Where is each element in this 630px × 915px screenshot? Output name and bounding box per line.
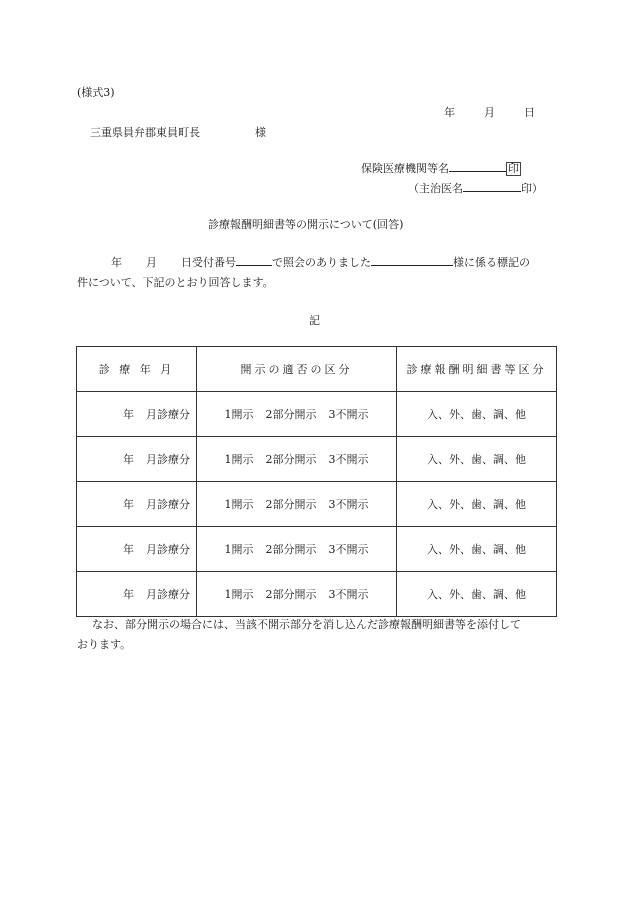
body-after-name: 様に係る標記の: [453, 256, 530, 269]
date-day: 日: [524, 106, 535, 119]
table-row: [77, 437, 557, 482]
row-month: 月診療分: [146, 543, 190, 556]
option-nondisclose: 3不開示: [328, 543, 369, 556]
body-year: 年: [111, 256, 122, 269]
category-cell[interactable]: 入、外、歯、調、他: [397, 527, 557, 572]
row-month: 月診療分: [146, 498, 190, 511]
option-partial: 2部分開示: [265, 498, 317, 511]
addressee-name: 三重県員弁郡東員町長: [90, 126, 200, 139]
category-cell[interactable]: 入、外、歯、調、他: [397, 482, 557, 527]
row-month: 月診療分: [146, 453, 190, 466]
date-line: [444, 104, 535, 120]
date-month: 月: [484, 106, 495, 119]
option-disclose: 1開示: [224, 543, 254, 556]
treatment-month-cell[interactable]: [77, 392, 197, 437]
date-year: 年: [444, 106, 455, 119]
body-line-2: 件について、下記のとおり回答します。: [77, 276, 274, 289]
institution-blank[interactable]: [449, 160, 506, 172]
page-title: 診療報酬明細書等の開示について(回答): [208, 218, 404, 231]
header-statement-category: 診療報酬明細書等区分: [397, 347, 557, 392]
body-mid: で照会のありました: [272, 256, 371, 269]
row-year: 年: [123, 588, 134, 601]
form-number: (様式3): [77, 86, 115, 99]
option-partial: 2部分開示: [265, 588, 317, 601]
table-row: [77, 572, 557, 617]
disclosure-cell[interactable]: [197, 482, 397, 527]
option-partial: 2部分開示: [265, 408, 317, 421]
category-cell[interactable]: 入、外、歯、調、他: [397, 437, 557, 482]
doctor-line: [408, 180, 543, 196]
treatment-month-cell[interactable]: [77, 482, 197, 527]
option-disclose: 1開示: [224, 498, 254, 511]
doctor-blank[interactable]: [463, 180, 521, 192]
table-header-row: [77, 347, 557, 392]
category-cell[interactable]: 入、外、歯、調、他: [397, 392, 557, 437]
disclosure-cell[interactable]: [197, 437, 397, 482]
doctor-label: （主治医名: [408, 182, 463, 195]
option-partial: 2部分開示: [265, 453, 317, 466]
option-nondisclose: 3不開示: [328, 588, 369, 601]
row-year: 年: [123, 453, 134, 466]
body-day-receipt: 日受付番号: [181, 256, 236, 269]
receipt-number-blank[interactable]: [236, 254, 272, 266]
institution-line: [361, 160, 521, 176]
patient-name-blank[interactable]: [371, 254, 453, 266]
row-year: 年: [123, 543, 134, 556]
header-disclosure-category: 開示の適否の区分: [197, 347, 397, 392]
treatment-month-cell[interactable]: [77, 527, 197, 572]
table-row: [77, 482, 557, 527]
disclosure-cell[interactable]: [197, 392, 397, 437]
treatment-month-cell[interactable]: [77, 572, 197, 617]
note-line-1: なお、部分開示の場合には、当該不開示部分を消し込んだ診療報酬明細書等を添付して: [92, 618, 521, 631]
row-month: 月診療分: [146, 408, 190, 421]
option-partial: 2部分開示: [265, 543, 317, 556]
seal-mark-2: 印）: [521, 182, 543, 195]
treatment-month-cell[interactable]: [77, 437, 197, 482]
row-month: 月診療分: [146, 588, 190, 601]
option-disclose: 1開示: [224, 588, 254, 601]
body-line-1: [111, 254, 530, 270]
row-year: 年: [123, 498, 134, 511]
addressee: [90, 124, 266, 140]
ki-heading: 記: [309, 314, 320, 327]
body-month: 月: [146, 256, 157, 269]
option-nondisclose: 3不開示: [328, 408, 369, 421]
table-row: [77, 392, 557, 437]
option-nondisclose: 3不開示: [328, 498, 369, 511]
table-row: [77, 527, 557, 572]
institution-label: 保険医療機関等名: [361, 162, 449, 175]
note-line-2: おります。: [77, 638, 132, 651]
row-year: 年: [123, 408, 134, 421]
option-disclose: 1開示: [224, 408, 254, 421]
disclosure-cell[interactable]: [197, 572, 397, 617]
option-disclose: 1開示: [224, 453, 254, 466]
header-treatment-month: 診 療 年 月: [77, 347, 197, 392]
addressee-honorific: 様: [255, 126, 266, 139]
option-nondisclose: 3不開示: [328, 453, 369, 466]
seal-mark-1: 印: [508, 162, 519, 175]
disclosure-table: [76, 346, 557, 617]
disclosure-cell[interactable]: [197, 527, 397, 572]
category-cell[interactable]: 入、外、歯、調、他: [397, 572, 557, 617]
